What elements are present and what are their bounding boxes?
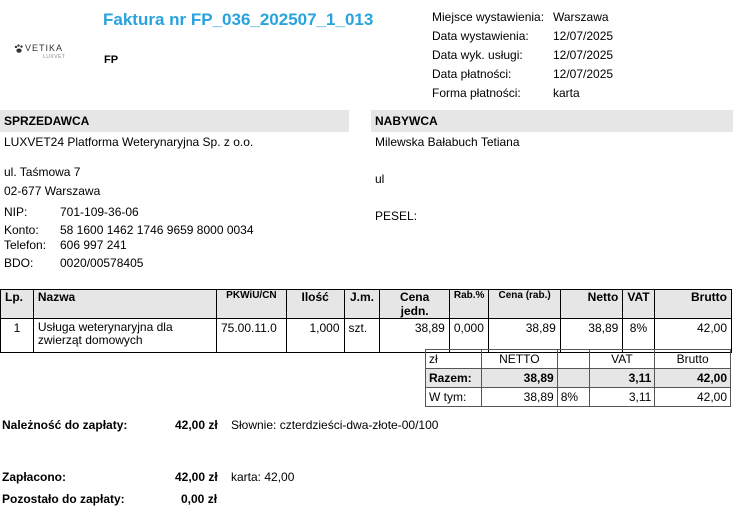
col-header-lp: Lp. <box>1 290 34 319</box>
summary-wtym-label: W tym: <box>426 388 482 407</box>
seller-street: ul. Taśmowa 7 <box>4 165 81 179</box>
logo-text: VETIKA <box>25 43 64 53</box>
seller-konto-label: Konto: <box>4 223 39 237</box>
summary-netto-label: NETTO <box>481 350 557 369</box>
col-header-rabat: Rab.% <box>449 290 489 319</box>
summary-razem-empty <box>557 369 589 388</box>
cell-ilosc: 1,000 <box>286 319 344 353</box>
remaining-label: Pozostało do zapłaty: <box>2 492 125 506</box>
summary-wtym-vat: 3,11 <box>589 388 655 407</box>
col-header-nazwa: Nazwa <box>33 290 216 319</box>
col-header-brutto: Brutto <box>654 290 731 319</box>
col-header-cena-rab: Cena (rab.) <box>489 290 560 319</box>
summary-brutto-label: Brutto <box>655 350 731 369</box>
items-header-row <box>1 290 732 319</box>
invoice-title: Faktura nr FP_036_202507_1_013 <box>103 10 374 29</box>
seller-city: 02-677 Warszawa <box>4 184 101 198</box>
cell-netto: 38,89 <box>560 319 623 353</box>
logo-subtext: LUXVET <box>43 54 66 60</box>
summary-currency: zł <box>426 350 482 369</box>
meta-label-service-date: Data wyk. usługi: <box>432 48 523 62</box>
col-header-netto: Netto <box>560 290 623 319</box>
seller-telefon-label: Telefon: <box>4 238 47 252</box>
summary-razem-netto: 38,89 <box>481 369 557 388</box>
cell-rabat: 0,000 <box>449 319 489 353</box>
col-header-vat: VAT <box>623 290 654 319</box>
col-header-ilosc: Ilość <box>286 290 344 319</box>
summary-wtym-brutto: 42,00 <box>655 388 731 407</box>
meta-label-issue-date: Data wystawienia: <box>432 29 529 43</box>
col-header-jm: J.m. <box>344 290 380 319</box>
meta-label-payment-date: Data płatności: <box>432 67 512 81</box>
summary-razem-label: Razem: <box>426 369 482 388</box>
meta-value-service-date: 12/07/2025 <box>553 48 614 62</box>
summary-vat-label: VAT <box>589 350 655 369</box>
seller-nip-label: NIP: <box>4 205 28 219</box>
summary-razem-brutto: 42,00 <box>655 369 731 388</box>
seller-bdo: 0020/00578405 <box>60 256 144 270</box>
cell-vat: 8% <box>623 319 654 353</box>
summary-razem-vat: 3,11 <box>589 369 655 388</box>
paw-icon <box>14 44 24 54</box>
cell-brutto: 42,00 <box>654 319 731 353</box>
vetika-logo <box>14 42 74 64</box>
cell-jm: szt. <box>344 319 380 353</box>
items-table <box>0 289 732 353</box>
meta-value-payment-date: 12/07/2025 <box>553 67 614 81</box>
buyer-name: Milewska Bałabuch Tetiana <box>375 135 520 149</box>
summary-wtym-netto: 38,89 <box>481 388 557 407</box>
table-row <box>1 319 732 353</box>
col-header-pkwiu: PKWiU/CN <box>216 290 286 319</box>
invoice-meta <box>432 9 613 101</box>
meta-value-issue-date: 12/07/2025 <box>553 29 614 43</box>
cell-cena-rab: 38,89 <box>489 319 560 353</box>
cell-pkwiu: 75.00.11.0 <box>216 319 286 353</box>
due-label: Należność do zapłaty: <box>2 418 128 432</box>
due-amount: 42,00 zł <box>175 418 218 432</box>
seller-heading: SPRZEDAWCA <box>0 110 349 132</box>
paid-amount: 42,00 zł <box>175 470 218 484</box>
buyer-street: ul <box>375 172 385 186</box>
summary-wtym-rate: 8% <box>557 388 589 407</box>
buyer-heading: NABYWCA <box>371 110 733 132</box>
seller-telefon: 606 997 241 <box>60 238 127 252</box>
summary-table <box>425 349 731 407</box>
cell-cena-jedn: 38,89 <box>380 319 449 353</box>
meta-label-place: Miejsce wystawienia: <box>432 10 545 24</box>
summary-wtym-row <box>426 388 731 407</box>
meta-value-payment-method: karta <box>553 86 580 100</box>
remaining-amount: 0,00 zł <box>181 492 218 506</box>
seller-nip: 701-109-36-06 <box>60 205 139 219</box>
seller-bdo-label: BDO: <box>4 256 34 270</box>
seller-name: LUXVET24 Platforma Weterynaryjna Sp. z o.o. <box>4 135 254 149</box>
document-type: FP <box>104 54 119 66</box>
amount-in-words: Słownie: czterdzieści-dwa-złote-00/100 <box>231 418 439 432</box>
meta-value-place: Warszawa <box>553 10 609 24</box>
meta-label-payment-method: Forma płatności: <box>432 86 521 100</box>
buyer-pesel-label: PESEL: <box>375 209 418 223</box>
cell-nazwa: Usługa weterynaryjna dla zwierząt domowych <box>33 319 216 353</box>
summary-empty-cell <box>557 350 589 369</box>
seller-konto: 58 1600 1462 1746 9659 8000 0034 <box>60 223 254 237</box>
summary-header-row <box>426 350 731 369</box>
paid-method: karta: 42,00 <box>231 470 295 484</box>
cell-lp: 1 <box>1 319 34 353</box>
paid-label: Zapłacono: <box>2 470 67 484</box>
summary-razem-row <box>426 369 731 388</box>
col-header-cena-jedn: Cena jedn. <box>380 290 449 319</box>
